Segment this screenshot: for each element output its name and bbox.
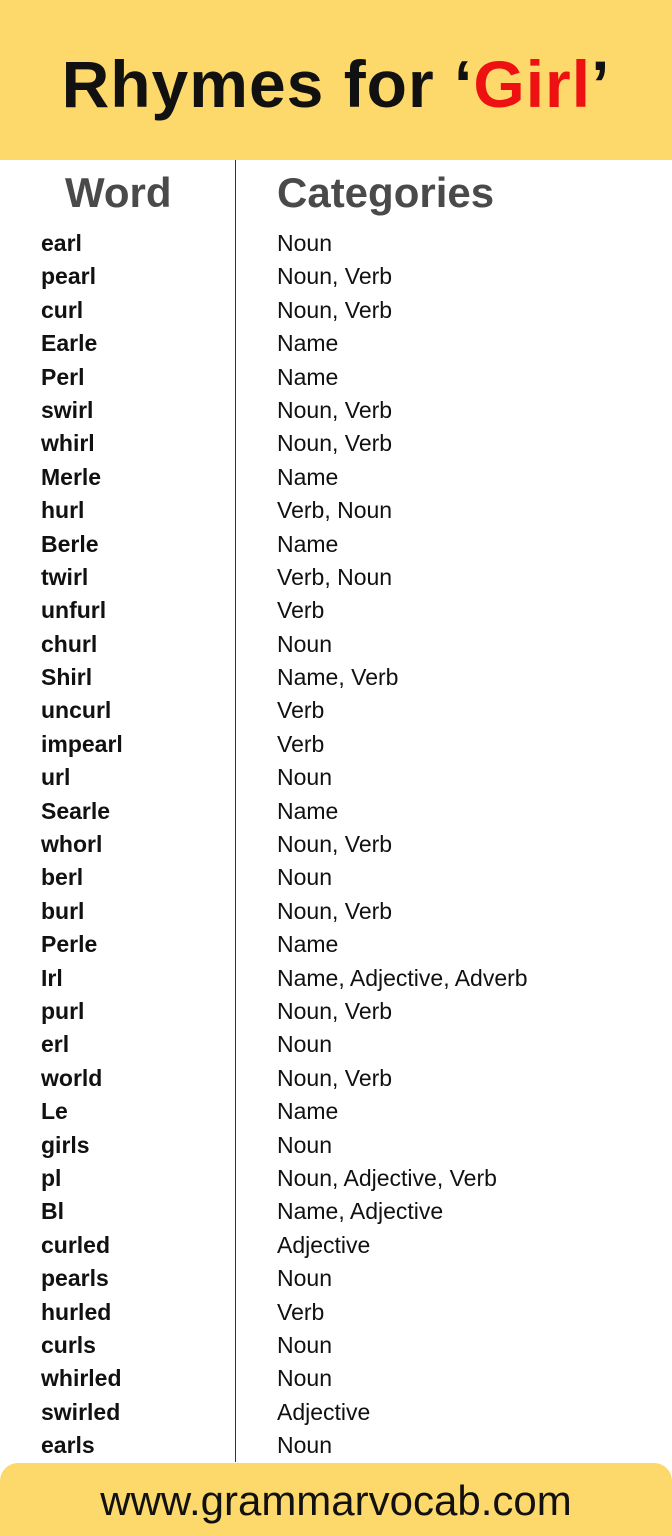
word-cell: pearl [41, 263, 96, 290]
table-row [0, 227, 672, 260]
title-prefix: Rhymes for ‘ [61, 47, 474, 121]
column-header-word: Word [65, 169, 172, 216]
category-cell: Verb [277, 697, 325, 724]
table-row [0, 861, 672, 894]
table-row [0, 1062, 672, 1095]
table-row [0, 294, 672, 327]
table-row [0, 594, 672, 627]
category-cell: Adjective [277, 1231, 371, 1258]
table-row [0, 1129, 672, 1162]
table-row [0, 1162, 672, 1195]
word-cell: swirled [41, 1398, 121, 1425]
table-row [0, 461, 672, 494]
table-row [0, 260, 672, 293]
table-row [0, 661, 672, 694]
word-cell: whirled [41, 1365, 122, 1392]
category-cell: Name, Adjective, Adverb [277, 964, 528, 991]
table-row [0, 995, 672, 1028]
table-row [0, 327, 672, 360]
table-row [0, 561, 672, 594]
category-cell: Name [277, 463, 339, 490]
table-row [0, 1229, 672, 1262]
word-cell: impearl [41, 730, 123, 757]
category-cell: Verb [277, 1298, 325, 1325]
category-cell: Name, Adjective [277, 1198, 444, 1225]
rhyme-table [0, 227, 672, 1462]
word-cell: churl [41, 630, 98, 657]
category-cell: Noun, Verb [277, 296, 393, 323]
category-cell: Noun, Adjective, Verb [277, 1164, 497, 1191]
word-cell: girls [41, 1131, 90, 1158]
word-cell: Searle [41, 797, 111, 824]
category-cell: Noun, Verb [277, 1064, 393, 1091]
table-row [0, 1429, 672, 1462]
category-cell: Noun [277, 1432, 332, 1459]
table-row [0, 795, 672, 828]
word-cell: curl [41, 296, 84, 323]
table-row [0, 1396, 672, 1429]
column-header-categories: Categories [277, 169, 495, 216]
category-cell: Noun [277, 1031, 332, 1058]
word-cell: Perle [41, 931, 98, 958]
category-cell: Noun [277, 1331, 332, 1358]
category-cell: Noun [277, 1365, 332, 1392]
category-cell: Noun [277, 764, 332, 791]
table-row [0, 1195, 672, 1228]
category-cell: Noun, Verb [277, 396, 393, 423]
word-cell: Irl [41, 964, 63, 991]
word-cell: Le [41, 1098, 68, 1125]
category-cell: Noun, Verb [277, 897, 393, 924]
table-row [0, 494, 672, 527]
category-cell: Name [277, 363, 339, 390]
category-cell: Verb, Noun [277, 497, 393, 524]
category-cell: Verb, Noun [277, 563, 393, 590]
table-row [0, 895, 672, 928]
table-row [0, 361, 672, 394]
word-cell: erl [41, 1031, 70, 1058]
table-row [0, 828, 672, 861]
table-row [0, 1296, 672, 1329]
word-cell: Merle [41, 463, 102, 490]
word-cell: Earle [41, 330, 98, 357]
category-cell: Noun [277, 630, 332, 657]
category-cell: Noun [277, 1131, 332, 1158]
header-banner [0, 0, 672, 160]
table-row [0, 1362, 672, 1395]
category-cell: Adjective [277, 1398, 371, 1425]
website-url: www.grammarvocab.com [100, 1477, 572, 1524]
table-row [0, 1329, 672, 1362]
word-cell: hurl [41, 497, 85, 524]
word-cell: unfurl [41, 597, 107, 624]
table-row [0, 1028, 672, 1061]
word-cell: url [41, 764, 71, 791]
category-cell: Name [277, 797, 339, 824]
table-row [0, 728, 672, 761]
table-row [0, 928, 672, 961]
word-cell: twirl [41, 563, 89, 590]
word-cell: burl [41, 897, 85, 924]
category-cell: Noun [277, 230, 332, 256]
word-cell: earls [41, 1432, 95, 1459]
category-cell: Name [277, 330, 339, 357]
word-cell: uncurl [41, 697, 112, 724]
word-cell: whorl [41, 831, 103, 858]
category-cell: Noun [277, 1265, 332, 1292]
word-cell: world [41, 1064, 103, 1091]
word-cell: pl [41, 1164, 62, 1191]
category-cell: Noun, Verb [277, 263, 393, 290]
table-row [0, 427, 672, 460]
category-cell: Verb [277, 597, 325, 624]
word-cell: hurled [41, 1298, 112, 1325]
category-cell: Name, Verb [277, 664, 399, 691]
table-row [0, 1095, 672, 1128]
word-cell: earl [41, 230, 82, 256]
table-row [0, 694, 672, 727]
category-cell: Name [277, 931, 339, 958]
category-cell: Noun, Verb [277, 831, 393, 858]
category-cell: Name [277, 1098, 339, 1125]
table-row [0, 528, 672, 561]
category-cell: Verb [277, 730, 325, 757]
table-row [0, 394, 672, 427]
word-cell: Shirl [41, 664, 93, 691]
word-cell: berl [41, 864, 84, 891]
category-cell: Noun, Verb [277, 997, 393, 1024]
category-cell: Noun [277, 864, 332, 891]
word-cell: pearls [41, 1265, 109, 1292]
word-cell: whirl [41, 430, 95, 457]
table-row [0, 1262, 672, 1295]
title-highlight-word: Girl [473, 47, 592, 121]
table-row [0, 628, 672, 661]
table-row [0, 962, 672, 995]
word-cell: curled [41, 1231, 111, 1258]
title-suffix: ’ [591, 47, 611, 121]
page-title [0, 44, 672, 124]
word-cell: swirl [41, 396, 94, 423]
category-cell: Name [277, 530, 339, 557]
table-row [0, 761, 672, 794]
word-cell: Perl [41, 363, 85, 390]
word-cell: Berle [41, 530, 99, 557]
word-cell: curls [41, 1331, 96, 1358]
word-cell: Bl [41, 1198, 64, 1225]
category-cell: Noun, Verb [277, 430, 393, 457]
word-cell: purl [41, 997, 85, 1024]
